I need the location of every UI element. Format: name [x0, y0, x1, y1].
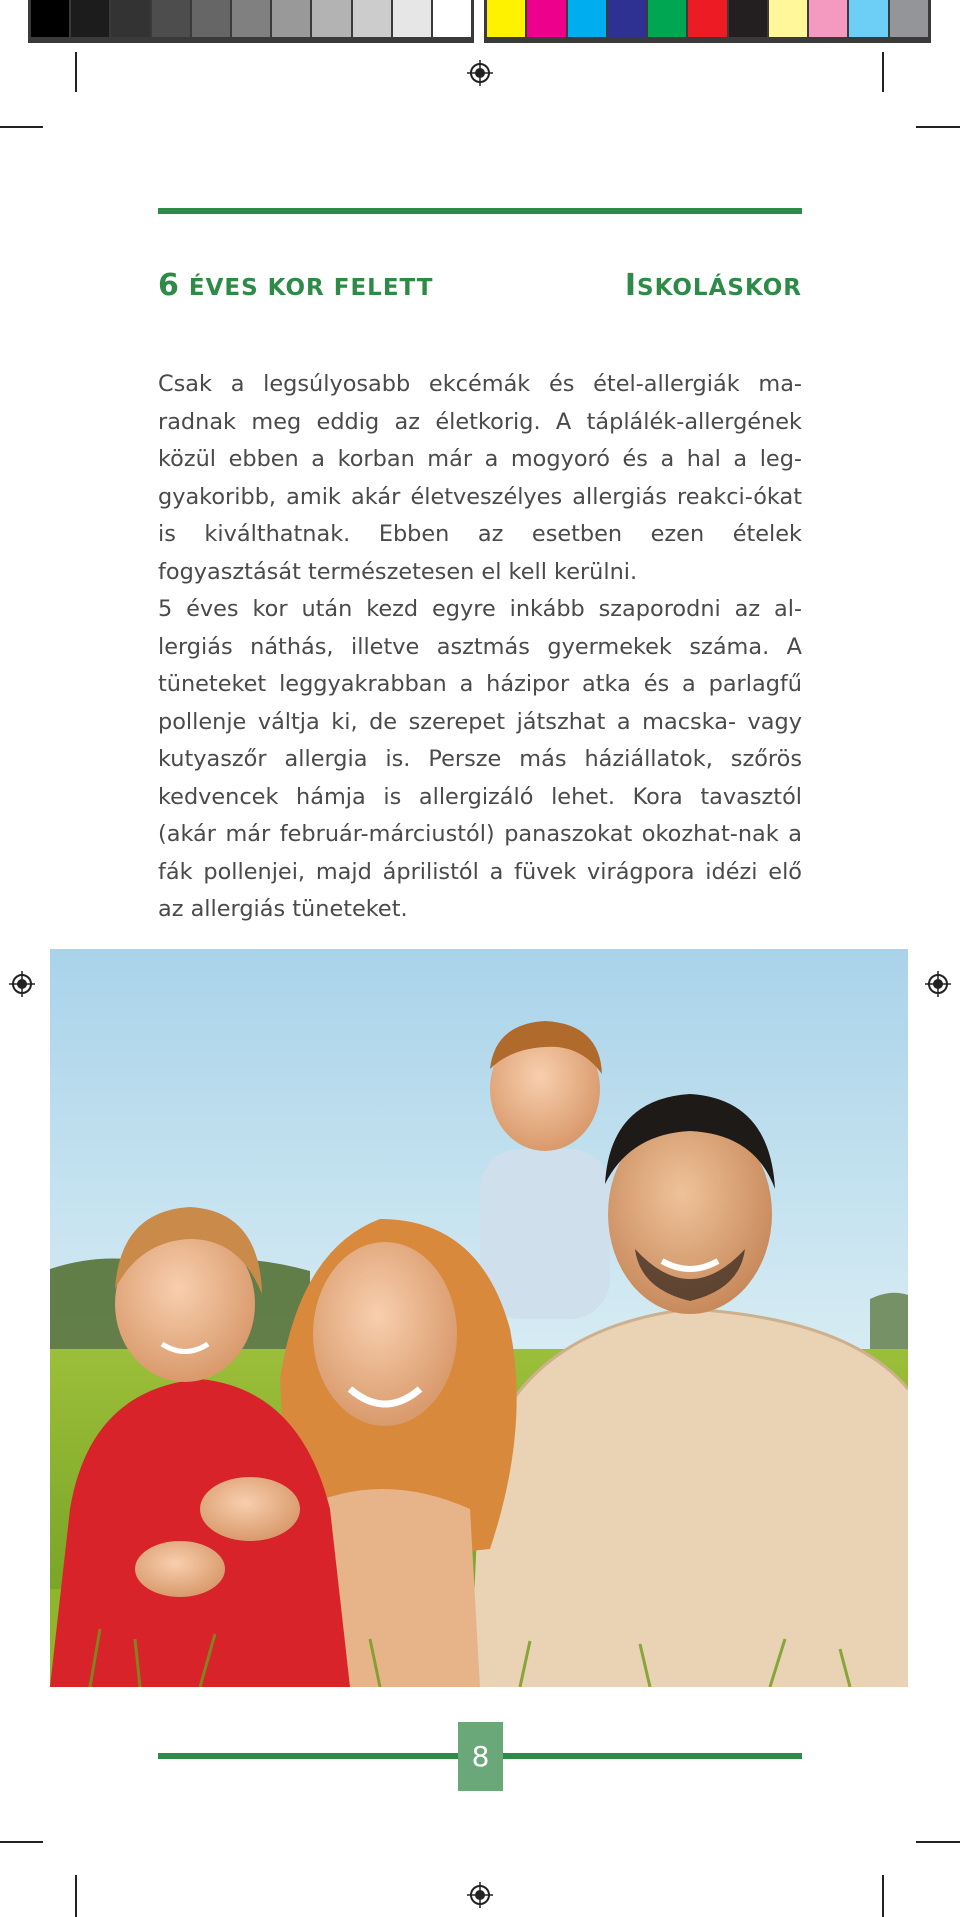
color-swatch [849, 0, 889, 37]
process-color-bar [484, 0, 931, 43]
top-rule [158, 208, 802, 214]
color-swatch [769, 0, 809, 37]
crop-mark [75, 1875, 77, 1917]
color-swatch [433, 0, 471, 37]
color-swatch [272, 0, 312, 37]
color-swatch [890, 0, 928, 37]
color-swatch [232, 0, 272, 37]
age-heading-text: ÉVES KOR FELETT [179, 275, 434, 301]
color-swatch [111, 0, 151, 37]
crop-mark [916, 1841, 960, 1843]
paragraph: Csak a legsúlyosabb ekcémák és étel-allergiák ma-radnak meg eddig az életkorig. A táplálék-allergének közül ebben a korban már a mogyoró és a hal a leg-gyakoribb, amik akár életveszélyes allergiás reakci-ókat is kiválthatnak. Ebben az esetben ezen ételek fogyasztását természetesen el kell kerülni. [158, 371, 802, 585]
section-heading [158, 268, 802, 303]
crop-mark [882, 1875, 884, 1917]
registration-mark-icon [7, 969, 37, 999]
color-swatch [809, 0, 849, 37]
crop-mark [0, 1841, 43, 1843]
color-swatch [648, 0, 688, 37]
color-swatch [71, 0, 111, 37]
age-number: 6 [158, 268, 180, 303]
registration-mark-icon [465, 58, 495, 88]
color-swatch [608, 0, 648, 37]
color-swatch [688, 0, 728, 37]
crop-mark [916, 126, 960, 128]
school-age-heading-text: SKOLÁSKOR [637, 275, 802, 301]
color-swatch [487, 0, 527, 37]
crop-mark [0, 126, 43, 128]
crop-mark [75, 52, 77, 92]
age-heading [158, 268, 433, 303]
color-swatch [527, 0, 567, 37]
color-swatch [568, 0, 608, 37]
registration-mark-icon [923, 969, 953, 999]
color-swatch [31, 0, 71, 37]
color-swatch [312, 0, 352, 37]
color-swatch [192, 0, 232, 37]
paragraph: 5 éves kor után kezd egyre inkább szaporodni az al-lergiás náthás, illetve asztmás gyermekek száma. A tüneteket leggyakrabban a házipor atka és a parlagfű pollenje váltja ki, de szerepet játszhat a macska- vagy kutyaszőr allergia is. Persze más háziállatok, szőrös kedvencek hámja is allergizáló lehet. Kora tavasztól (akár már február-márciustól) panaszokat okozhat-nak a fák pollenjei, majd áprilistól a füvek virágpora idézi elő az allergiás tüneteket. [158, 596, 802, 922]
body-text [158, 366, 802, 929]
color-swatch [152, 0, 192, 37]
gray-color-bar [28, 0, 474, 43]
school-age-initial: I [624, 268, 638, 303]
registration-mark-icon [465, 1880, 495, 1910]
color-swatch [729, 0, 769, 37]
color-swatch [393, 0, 433, 37]
school-age-heading [625, 268, 802, 303]
family-photo-icon [50, 949, 908, 1687]
crop-mark [882, 52, 884, 92]
family-photo [50, 949, 908, 1687]
color-swatch [353, 0, 393, 37]
bottom-rule-right [503, 1753, 802, 1759]
page-number: 8 [458, 1722, 503, 1791]
bottom-rule-left [158, 1753, 458, 1759]
